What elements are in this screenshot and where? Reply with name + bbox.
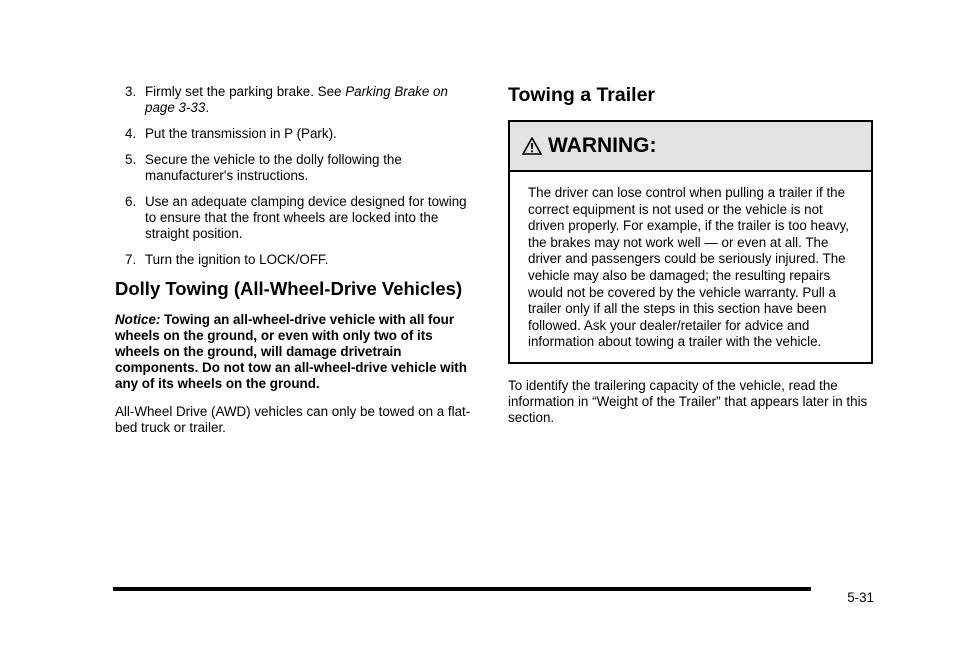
notice-text: Towing an all-wheel-drive vehicle with all four wheels on the ground, or even with only two of its wheels on the ground, will damage drivetrain components. Do not tow an all-wheel-drive vehicle with any of its wheels on the ground. [115, 312, 467, 391]
warning-header [510, 122, 871, 172]
step-text: Put the transmission in P (Park). [145, 126, 337, 141]
trailering-capacity-paragraph: To identify the trailering capacity of the vehicle, read the information in “Weight of the Trailer” that appears later in this section. [508, 377, 868, 425]
page-number: 5-31 [847, 590, 874, 605]
notice-label: Notice: [115, 312, 161, 327]
step-number: 4. [125, 126, 137, 141]
left-column [115, 84, 477, 448]
step-5 [115, 152, 477, 184]
step-number: 7. [125, 252, 137, 267]
warning-title: WARNING: [548, 134, 657, 157]
warning-triangle-icon [522, 136, 542, 156]
parking-brake-reference: Parking Brake on page 3-33 [145, 84, 448, 115]
towing-trailer-heading: Towing a Trailer [508, 84, 656, 106]
step-6 [115, 194, 477, 242]
step-number: 6. [125, 194, 137, 209]
step-7 [115, 252, 477, 268]
step-4 [115, 126, 477, 142]
step-text: Turn the ignition to LOCK/OFF. [145, 252, 329, 267]
warning-box [508, 120, 873, 364]
dolly-towing-heading: Dolly Towing (All-Wheel-Drive Vehicles) [115, 278, 463, 299]
step-number: 5. [125, 152, 137, 167]
towing-steps-list [115, 84, 477, 268]
awd-paragraph: All-Wheel Drive (AWD) vehicles can only be towed on a flat-bed truck or trailer. [115, 404, 471, 435]
step-text: Secure the vehicle to the dolly following the manufacturer's instructions. [145, 152, 402, 183]
footer-rule [113, 587, 811, 591]
step-text: Use an adequate clamping device designed for towing to ensure that the front wheels are locked into the straight position. [145, 194, 467, 241]
right-column [508, 84, 873, 438]
notice-paragraph [115, 312, 477, 392]
warning-body [510, 172, 871, 362]
step-number: 3. [125, 84, 137, 99]
step-3 [115, 84, 477, 116]
step-text: Firmly set the parking brake. See [145, 84, 346, 99]
warning-text: The driver can lose control when pulling a trailer if the correct equipment is not used or the vehicle is not driven properly. For example, if the trailer is too heavy, the brakes may not work well — or even at all. The driver and passengers could be seriously injured. The vehicle may also be damaged; the resulting repairs would not be covered by the vehicle warranty. Pull a trailer only if all the steps in this section have been followed. Ask your dealer/retailer for advice and information about towing a trailer with the vehicle. [528, 185, 850, 350]
step-text-end: . [205, 100, 210, 115]
